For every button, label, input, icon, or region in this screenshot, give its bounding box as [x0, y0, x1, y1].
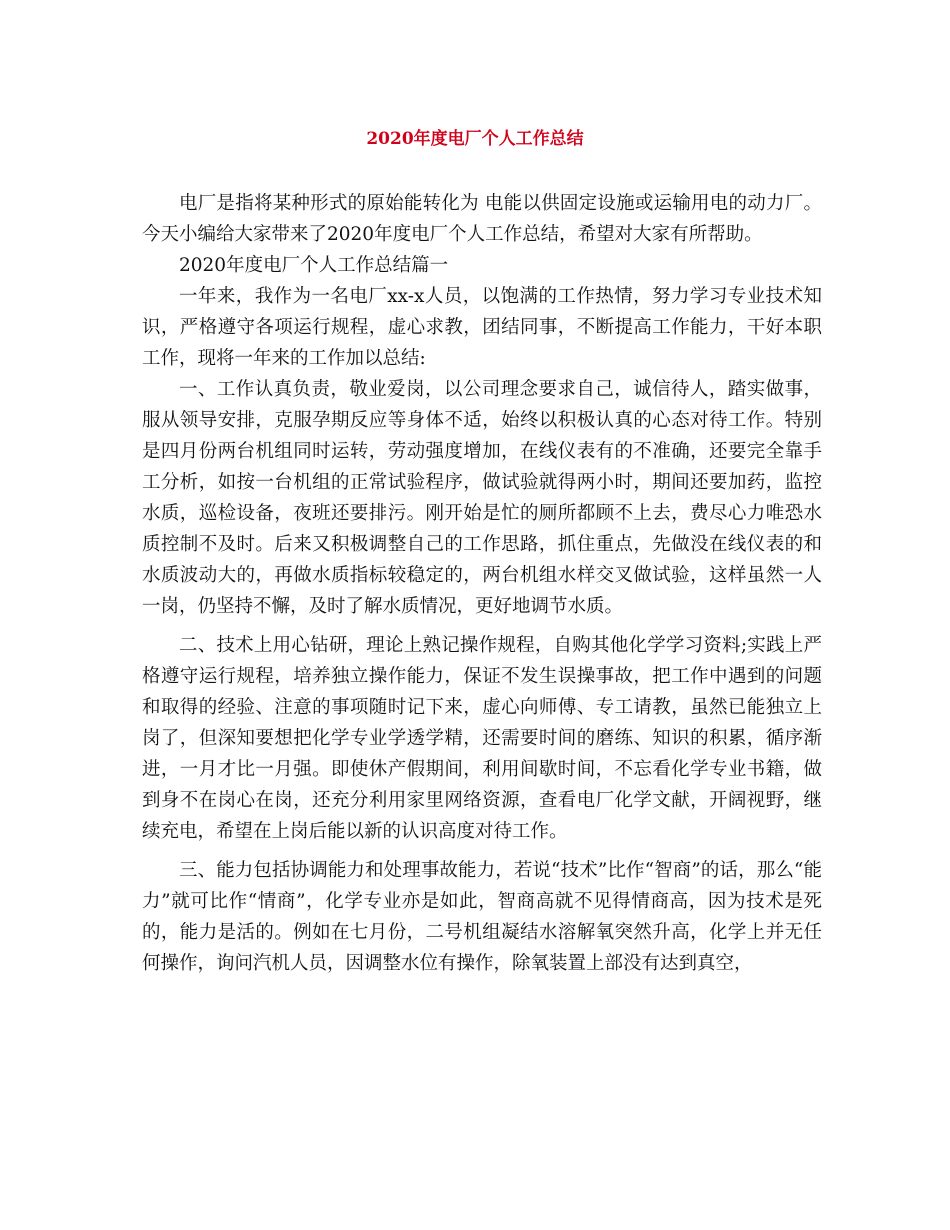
body-paragraph: 三、能力包括协调能力和处理事故能力，若说“技术”比作“智商”的话，那么“能力”就可比作“情商”，化学专业亦是如此，智商高就不见得情商高，因为技术是死的，能力是活的。例如在七月份，二号机组凝结水溶解氧突然升高，化学上并无任何操作，询问汽机人员，因调整水位有操作，除氧装置上部没有达到真空， [142, 860, 822, 974]
document-body [142, 188, 822, 979]
body-paragraph: 一年来，我作为一名电厂xx-x人员，以饱满的工作热情，努力学习专业技术知识，严格遵守各项运行规程，虚心求教，团结同事，不断提高工作能力，干好本职工作，现将一年来的工作加以总结: [142, 286, 822, 369]
intro-paragraph: 电厂是指将某种形式的原始能转化为 电能以供固定设施或运输用电的动力厂。今天小编给大家带来了2020年度电厂个人工作总结，希望对大家有所帮助。 [142, 193, 822, 245]
section-heading: 2020年度电厂个人工作总结篇一 [179, 255, 449, 276]
body-paragraph: 二、技术上用心钻研，理论上熟记操作规程，自购其他化学学习资料;实践上严格遵守运行规程，培养独立操作能力，保证不发生误操事故，把工作中遇到的问题和取得的经验、注意的事项随时记下来，虚心向师傅、专工请教，虽然已能独立上岗了，但深知要想把化学专业学透学精，还需要时间的磨练、知识的积累，循序渐进，一月才比一月强。即使休产假期间，利用间歇时间，不忘看化学专业书籍，做到身不在岗心在岗，还充分利用家里网络资源，查看电厂化学文献，开阔视野，继续充电，希望在上岗后能以新的认识高度对待工作。 [142, 635, 822, 842]
document-title: 2020年度电厂个人工作总结 [366, 129, 584, 149]
body-paragraph: 一、工作认真负责，敬业爱岗，以公司理念要求自己，诚信待人，踏实做事，服从领导安排，克服孕期反应等身体不适，始终以积极认真的心态对待工作。特别是四月份两台机组同时运转，劳动强度增加，在线仪表有的不准确，还要完全靠手工分析，如按一台机组的正常试验程序，做试验就得两小时，期间还要加药，监控水质，巡检设备，夜班还要排污。刚开始是忙的厕所都顾不上去，费尽心力唯恐水质控制不及时。后来又积极调整自己的工作思路，抓住重点，先做没在线仪表的和水质波动大的，再做水质指标较稳定的，两台机组水样交叉做试验，这样虽然一人一岗，仍坚持不懈，及时了解水质情况，更好地调节水质。 [142, 379, 822, 617]
